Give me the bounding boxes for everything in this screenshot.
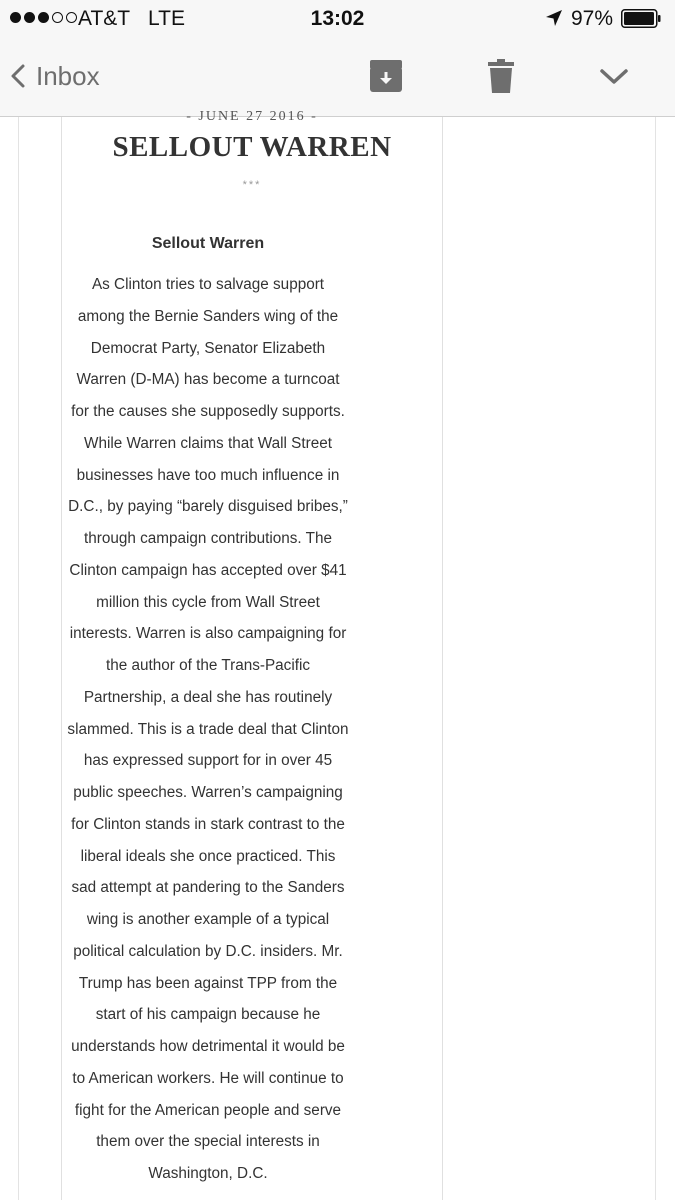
article-line: As Clinton tries to salvage support (91, 276, 325, 293)
article-title: SELLOUT WARREN (112, 131, 392, 163)
article-line: wing is another example of a typical (86, 911, 330, 928)
email-body[interactable] (0, 109, 675, 1200)
article-line: through campaign contributions. The (83, 530, 333, 547)
location-arrow-icon (545, 9, 563, 27)
chevron-left-icon (10, 64, 26, 88)
article-subheading: Sellout Warren (151, 235, 265, 252)
article-line: among the Bernie Sanders wing of the (77, 307, 339, 325)
status-bar (0, 0, 675, 38)
article-line: sad attempt at pandering to the Sanders (71, 879, 345, 897)
battery-percent: 97% (571, 7, 614, 30)
article-line: Trump has been against TPP from the (78, 974, 338, 992)
article-line: fight for the American people and serve (74, 1101, 342, 1119)
battery-icon (621, 9, 661, 28)
article-line: political calculation by D.C. insiders. Mr. (73, 942, 343, 960)
article-line: the author of the Trans-Pacific (105, 657, 311, 674)
article-line: liberal ideals she once practiced. This (80, 847, 336, 865)
article-line: for Clinton stands in stark contrast to the (71, 815, 345, 833)
article-line: D.C., by paying “barely disguised bribes,” (68, 498, 348, 516)
article-line: Warren (D-MA) has become a turncoat (76, 371, 340, 389)
archive-icon[interactable] (368, 58, 404, 94)
article-date: - JUNE 27 2016 - (186, 109, 318, 124)
article-line: Partnership, a deal she has routinely (83, 688, 333, 706)
article-line: public speeches. Warren’s campaigning (73, 784, 343, 801)
network-type: LTE (148, 7, 185, 30)
back-to-inbox-button[interactable] (10, 56, 100, 96)
article-line: understands how detrimental it would be (71, 1038, 345, 1055)
article-line: businesses have too much influence in (76, 466, 340, 484)
article-line: Democrat Party, Senator Elizabeth (90, 339, 326, 357)
article-line: million this cycle from Wall Street (96, 593, 320, 611)
article-line: them over the special interests in (96, 1133, 320, 1151)
clock: 13:02 (310, 7, 365, 30)
section-separator: *** (242, 179, 262, 191)
article-line: to American workers. He will continue to (72, 1069, 344, 1087)
article-line: slammed. This is a trade deal that Clinton (67, 720, 349, 738)
article-line: start of his campaign because he (95, 1006, 321, 1024)
article-line: Washington, D.C. (148, 1165, 268, 1182)
article-line: has expressed support for in over 45 (83, 752, 333, 770)
article-line: interests. Warren is also campaigning for (69, 625, 347, 643)
article-line: Clinton campaign has accepted over $41 (69, 561, 347, 579)
article-body (61, 269, 355, 1190)
article-line: While Warren claims that Wall Street (84, 434, 332, 452)
chevron-down-icon[interactable] (596, 58, 632, 94)
trash-icon[interactable] (483, 58, 519, 94)
mail-nav-bar (0, 38, 675, 117)
back-button-label: Inbox (36, 60, 100, 91)
carrier-name: AT&T (78, 7, 131, 30)
article-line: for the causes she supposedly supports. (71, 403, 345, 420)
